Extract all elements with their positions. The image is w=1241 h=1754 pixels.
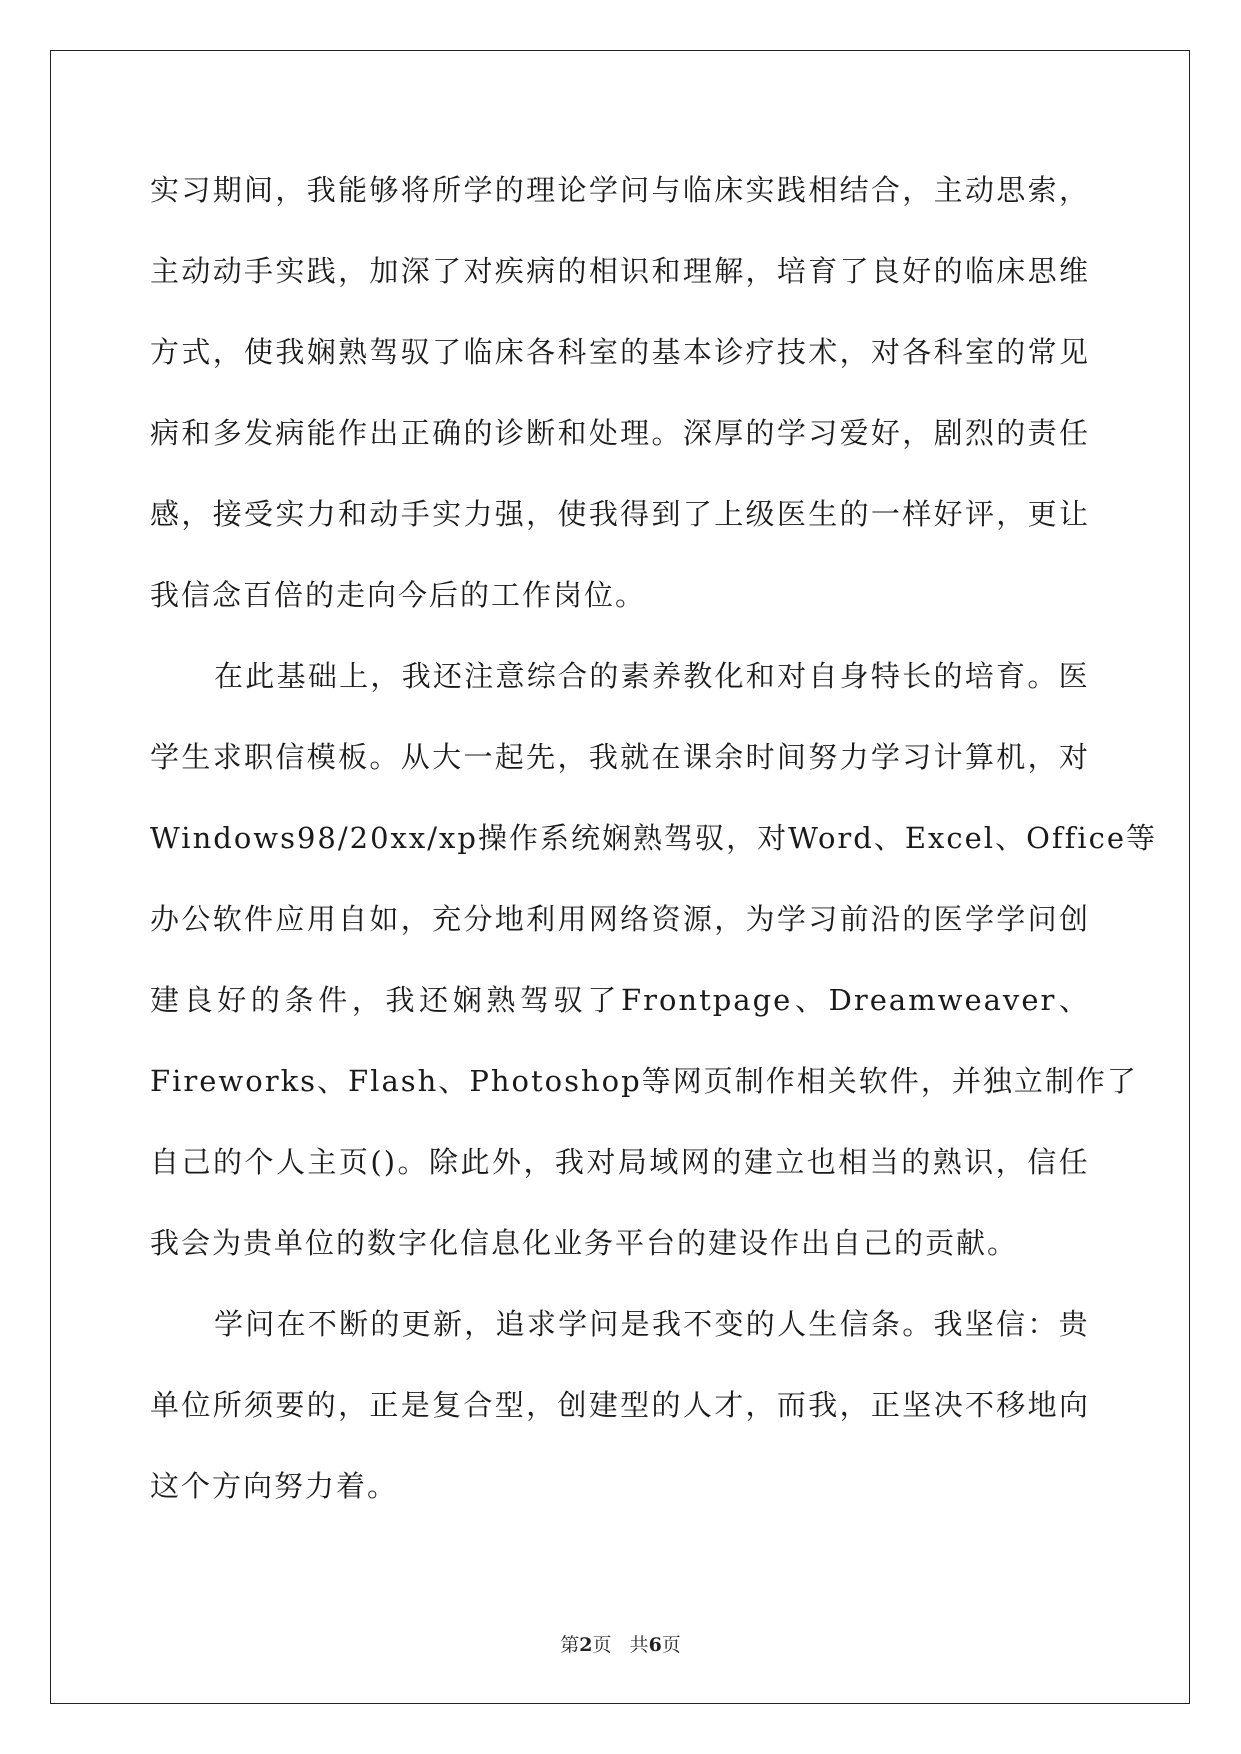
footer-page-prefix: 第 <box>560 1634 580 1656</box>
footer-page-mid: 页 共 <box>592 1634 649 1656</box>
paragraph-2-line-1: 在 此 基 础 上 ， 我 还 注 意 综 合 的 素 养 教 化 和 对 自 身 特 长 的 培 育 。 医 <box>214 659 1090 693</box>
paragraph-1-line-2: 主 动 动 手 实 践 ， 加 深 了 对 疾 病 的 相 识 和 理 解 ， 培 育 了 良 好 的 临 床 思 维 <box>150 254 1090 288</box>
paragraph-2-line-7: 自 己 的 个 人 主 页 () 。 除 此 外 ， 我 对 局 域 网 的 建 立 也 相 当 的 熟 识 ， 信 任 <box>150 1145 1090 1179</box>
document-body <box>150 150 1158 1527</box>
paragraph-1-line-6: 我信念百倍的走向今后的工作岗位。 <box>150 578 647 612</box>
paragraph-1-line-1: 实 习 期 间 ， 我 能 够 将 所 学 的 理 论 学 问 与 临 床 实 践 相 结 合 ， 主 动 思 索 ， <box>150 173 1090 207</box>
paragraph-2-line-6: Fireworks 、 Flash 、 Photoshop 等 网 页 制 作 相 关 软 件 ， 并 独 立 制 作 了 <box>150 1064 1138 1098</box>
paragraph-2-line-5: 建 良 好 的 条 件 ， 我 还 娴 熟 驾 驭 了 Frontpage 、 Dreamweaver 、 <box>150 983 1090 1017</box>
footer-page-suffix: 页 <box>661 1634 681 1656</box>
paragraph-1-line-3: 方 式 ， 使 我 娴 熟 驾 驭 了 临 床 各 科 室 的 基 本 诊 疗 技 术 ， 对 各 科 室 的 常 见 <box>150 335 1090 369</box>
paragraph-2-line-8: 我会为贵单位的数字化信息化业务平台的建设作出自己的贡献。 <box>150 1226 1019 1260</box>
paragraph-2-line-3: Windows98/20xx/xp 操 作 系 统 娴 熟 驾 驭 ， 对 Word 、 Excel 、 Office 等 <box>150 821 1158 855</box>
paragraph-3-line-2: 单 位 所 须 要 的 ， 正 是 复 合 型 ， 创 建 型 的 人 才 ， 而 我 ， 正 坚 决 不 移 地 向 <box>150 1388 1090 1422</box>
page-footer <box>0 1630 1241 1657</box>
paragraph-2-line-2: 学 生 求 职 信 模 板 。 从 大 一 起 先 ， 我 就 在 课 余 时 间 努 力 学 习 计 算 机 ， 对 <box>150 740 1090 774</box>
paragraph-1-line-5: 感 ， 接 受 实 力 和 动 手 实 力 强 ， 使 我 得 到 了 上 级 医 生 的 一 样 好 评 ， 更 让 <box>150 497 1090 531</box>
footer-total-pages: 6 <box>648 1634 662 1656</box>
paragraph-3-line-1: 学 问 在 不 断 的 更 新 ， 追 求 学 问 是 我 不 变 的 人 生 信 条 。 我 坚 信 ： 贵 <box>214 1307 1090 1341</box>
paragraph-3-line-3: 这个方向努力着。 <box>150 1469 399 1503</box>
footer-current-page: 2 <box>579 1634 593 1656</box>
paragraph-1-line-4: 病 和 多 发 病 能 作 出 正 确 的 诊 断 和 处 理 。 深 厚 的 学 习 爱 好 ， 剧 烈 的 责 任 <box>150 416 1090 450</box>
paragraph-2-line-4: 办 公 软 件 应 用 自 如 ， 充 分 地 利 用 网 络 资 源 ， 为 学 习 前 沿 的 医 学 学 问 创 <box>150 902 1090 936</box>
